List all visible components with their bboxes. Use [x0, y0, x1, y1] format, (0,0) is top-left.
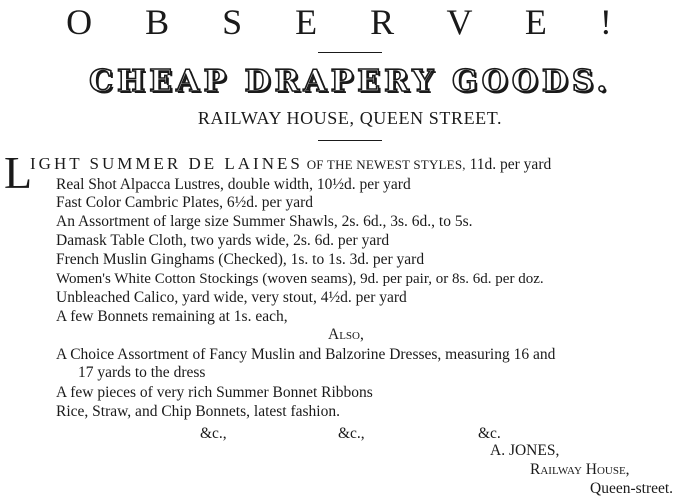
divider-rule-middle [318, 140, 382, 141]
signature-house: Railway House, [530, 461, 630, 478]
drop-cap-letter: L [4, 147, 33, 198]
item-line-8: Unbleached Calico, yard wide, very stout, 4½d. per yard [56, 289, 407, 306]
item-line-3: Fast Color Cambric Plates, 6½d. per yard [56, 194, 313, 211]
also-heading: Also, [328, 326, 364, 343]
item-line-10: A Choice Assortment of Fancy Muslin and Balzorine Dresses, measuring 16 and [56, 346, 556, 363]
item-line-11: 17 yards to the dress [78, 364, 206, 381]
item-line-4: An Assortment of large size Summer Shawls, 2s. 6d., 3s. 6d., to 5s. [56, 213, 473, 230]
item-line-1-part-c: 11d. per yard [469, 156, 552, 173]
item-line-1-part-a: IGHT SUMMER DE LAINES [30, 154, 303, 173]
item-line-6: French Muslin Ginghams (Checked), 1s. to 1s. 3d. per yard [56, 251, 425, 268]
item-line-1 [30, 155, 551, 174]
item-line-12: A few pieces of very rich Summer Bonnet Ribbons [56, 384, 373, 401]
cheap-drapery-headline: CHEAP DRAPERY GOODS. [89, 64, 611, 99]
item-line-9: A few Bonnets remaining at 1s. each, [56, 308, 288, 325]
railway-house-subheading: RAILWAY HOUSE, QUEEN STREET. [197, 108, 503, 128]
observe-headline: O B S E R V E ! [66, 2, 634, 42]
etc-1: &c., [200, 425, 227, 442]
etc-3: &c. [478, 425, 501, 442]
item-line-7: Women's White Cotton Stockings (woven seams), 9d. per pair, or 8s. 6d. per doz. [56, 271, 544, 287]
item-line-13: Rice, Straw, and Chip Bonnets, latest fashion. [56, 403, 340, 420]
signature-name: A. JONES, [490, 442, 560, 459]
item-line-2: Real Shot Alpacca Lustres, double width, 10½d. per yard [56, 176, 411, 193]
signature-street: Queen-street. [590, 480, 674, 497]
item-line-5: Damask Table Cloth, two yards wide, 2s. 6d. per yard [56, 232, 390, 249]
divider-rule-top [318, 52, 382, 53]
etc-2: &c., [338, 425, 365, 442]
item-line-1-part-b: OF THE NEWEST STYLES, [306, 157, 466, 172]
